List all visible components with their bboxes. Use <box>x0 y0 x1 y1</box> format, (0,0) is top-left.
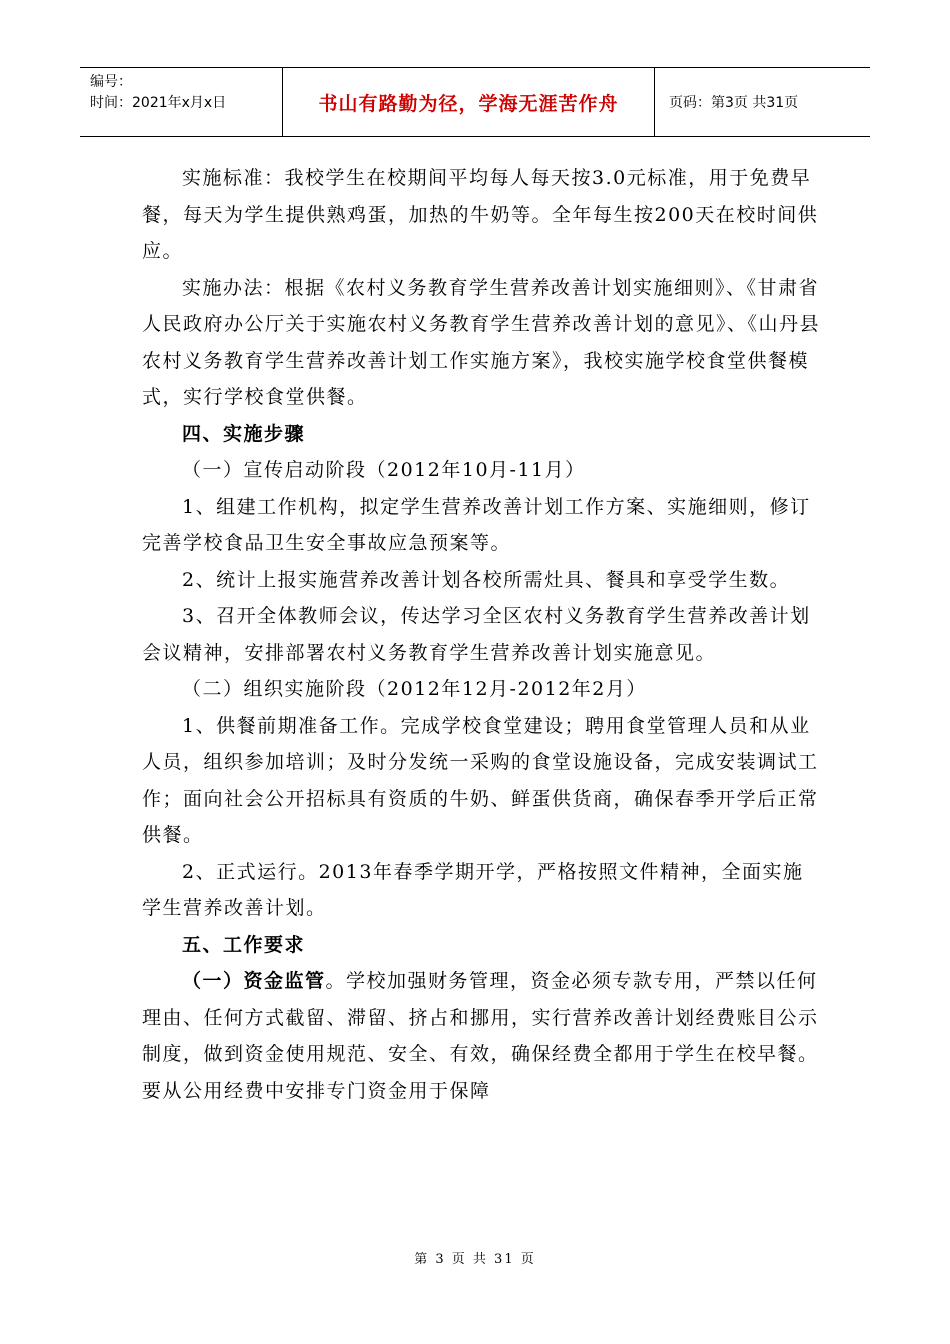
document-body <box>142 160 822 1109</box>
paragraph-method: 实施办法：根据《农村义务教育学生营养改善计划实施细则》、《甘肃省人民政府办公厅关于实施农村义务教育学生营养改善计划的意见》、《山丹县农村义务教育学生营养改善计划工作实施方案》，我校实施学校食堂供餐模式，实行学校食堂供餐。 <box>142 276 821 408</box>
requirement-funds-text: 。学校加强财务管理，资金必须专款专用，严禁以任何理由、任何方式截留、滞留、挤占和挪用，实行营养改善计划经费账目公示制度，做到资金使用规范、安全、有效，确保经费全都用于学生在校早餐。要从公用经费中安排专门资金用于保障 <box>142 970 819 1102</box>
requirement-funds-paragraph <box>142 963 822 1109</box>
subsection-stage-1: （一）宣传启动阶段（2012年10月-11月） <box>182 459 586 481</box>
section-heading-steps: 四、实施步骤 <box>182 422 306 445</box>
stage-1-item-2: 2、统计上报实施营养改善计划各校所需灶具、餐具和享受学生数。 <box>182 568 791 591</box>
header-motto-cell <box>282 68 655 136</box>
stage-2-item-2: 2、正式运行。2013年春季学期开学，严格按照文件精神，全面实施学生营养改善计划。 <box>142 860 804 919</box>
page-footer: 第 3 页 共 31 页 <box>414 1252 536 1267</box>
stage-2-item-1: 1、供餐前期准备工作。完成学校食堂建设；聘用食堂管理人员和从业人员，组织参加培训；及时分发统一采购的食堂设施设备，完成安装调试工作；面向社会公开招标具有资质的牛奶、鲜蛋供货商，确保春季开学后正常供餐。 <box>142 714 819 846</box>
header-page-info: 页码：第3页 共31页 <box>669 95 799 111</box>
section-heading-requirements: 五、工作要求 <box>182 933 306 956</box>
subsection-stage-2: （二）组织实施阶段（2012年12月-2012年2月） <box>182 678 647 700</box>
requirement-funds-label: （一）资金监管 <box>182 970 326 992</box>
header-motto: 书山有路勤为径，学海无涯苦作舟 <box>318 92 619 115</box>
header-left-cell <box>80 68 282 136</box>
document-date-label: 时间：2021年x月x日 <box>90 95 227 111</box>
stage-1-item-3: 3、召开全体教师会议，传达学习全区农村义务教育学生营养改善计划会议精神，安排部署农村义务教育学生营养改善计划实施意见。 <box>142 605 811 664</box>
stage-1-item-1: 1、组建工作机构，拟定学生营养改善计划工作方案、实施细则，修订完善学校食品卫生安全事故应急预案等。 <box>142 495 811 554</box>
document-number-label: 编号： <box>90 74 132 90</box>
paragraph-standard: 实施标准：我校学生在校期间平均每人每天按3.0元标准，用于免费早餐，每天为学生提供熟鸡蛋，加热的牛奶等。全年每生按200天在校时间供应。 <box>142 167 819 262</box>
document-header <box>80 67 870 137</box>
header-page-cell <box>655 68 870 136</box>
